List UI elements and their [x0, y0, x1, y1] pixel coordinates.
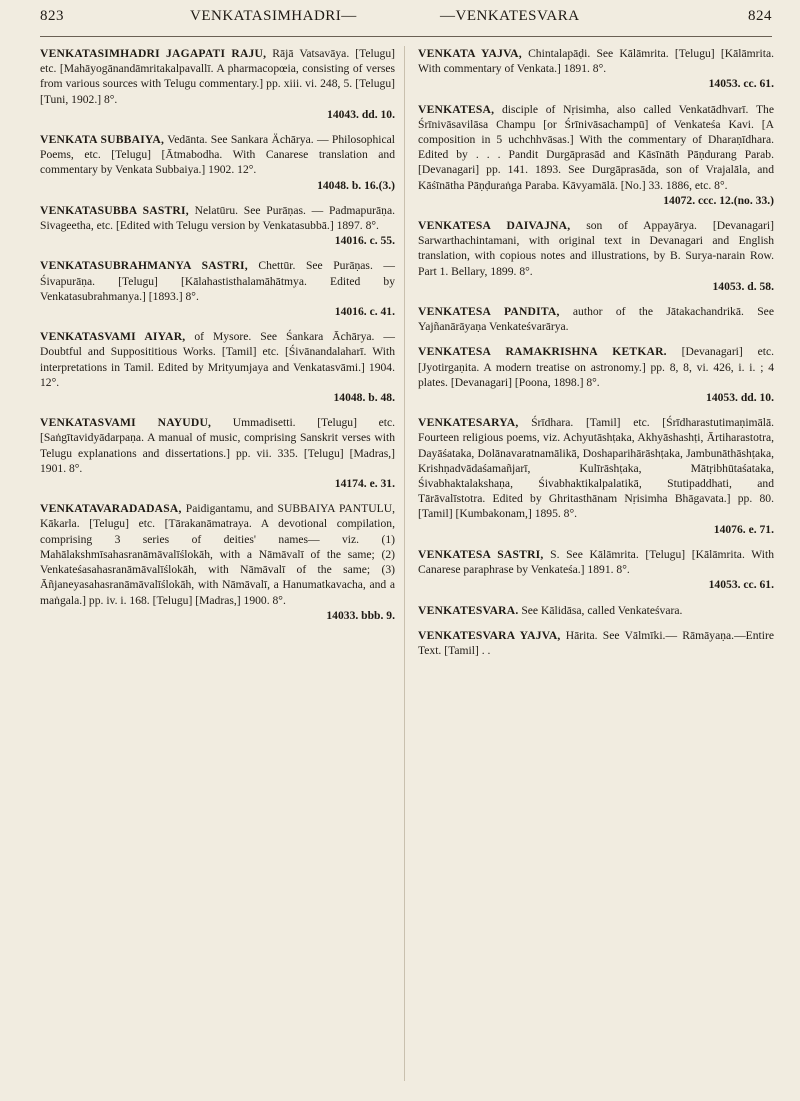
entry-body: Śrīdhara. [Tamil] etc. [Śrīdharastutimaṇimālā. Fourteen religious poems, viz. Achyutāshṭaka, Akhyāshashṭi, Ārtiharastotra, Dayāśataka, Dolānavaratnamālikā, Doshaparihārāshṭaka, Jambunāthāshṭaka, Krishṇadvādaśamañjarī, Kulīrāshṭaka, Mātṛibhūtaśataka, Śivabhaktalakshaṇa, Śivabhaktikalpalatikā, Stutipaddhati, and Tārāvalīstotra. Edited by Ghritasthānam Nṛisimha Bhāgavata.] pp. 80. [Tamil] [Kumbakonam,] 1895. 8°. [418, 416, 774, 521]
entry-shelfmark: 14053. cc. 61. [708, 578, 774, 592]
catalogue-entry [418, 628, 774, 658]
running-header [40, 8, 772, 34]
entry-heading: VENKATASVAMI AIYAR, [40, 330, 186, 344]
entry-body: S. See Kālāmrita. [Telugu] [Kālāmrita. With Canarese paraphrase by Venkateśa.] 1891. 8°. [418, 547, 774, 577]
right-column [418, 46, 774, 668]
entry-heading: VENKATESVARA. [418, 603, 519, 617]
catalogue-entry [418, 344, 774, 405]
left-column [40, 46, 395, 633]
entry-shelfmark: 14076. e. 71. [713, 522, 774, 536]
catalogue-entry [418, 218, 774, 294]
entry-shelfmark: 14048. b. 48. [333, 391, 395, 405]
catalogue-entry [40, 46, 395, 122]
entry-body: son of Appayārya. [Devanagari] Sarwarthachintamani, with original text in Devanagari and English translation, with copious notes and illustrations, by B. Surya-narain Row. Part 1. Bellary, 1899. 8°. [418, 219, 774, 278]
catalogue-entry [40, 203, 395, 249]
entry-body: Hārita. See Vālmīki.— Rāmāyaṇa.—Entire Text. [Tamil] . . [418, 628, 775, 657]
entry-heading: VENKATESA SASTRI, [418, 547, 544, 561]
header-rule [40, 36, 772, 37]
entry-heading: VENKATA YAJVA, [418, 47, 522, 60]
page-number-right: 824 [748, 8, 772, 24]
column-divider [404, 46, 405, 1081]
entry-shelfmark: 14174. e. 31. [334, 477, 395, 491]
page-number-left: 823 [40, 8, 64, 24]
catalogue-entry [40, 501, 395, 623]
entry-heading: VENKATASUBRAHMANYA SASTRI, [40, 259, 248, 273]
entry-shelfmark: 14016. c. 55. [334, 234, 395, 248]
running-heading-right: —VENKATESVARA [440, 8, 580, 24]
entry-body: of Mysore. See Śankara Āchārya. — Doubtful and Supposititious Works. [Tamil] etc. [Śivānandalaharī. With interpretations in Tamil. Edited by Mrityumjaya and Venkatasvāmi.] 1904. 12°. [40, 330, 395, 389]
entry-shelfmark: 14043. dd. 10. [327, 107, 395, 121]
running-heading-left: VENKATASIMHADRI— [190, 8, 357, 24]
entry-shelfmark: 14053. d. 58. [712, 279, 774, 293]
entry-body: author of the Jātakachandrikā. See Yajñanārāyaṇa Venkateśvarārya. [418, 305, 774, 334]
entry-shelfmark: 14072. ccc. 12.(no. 33.) [663, 193, 774, 207]
catalogue-entry [418, 304, 774, 334]
catalogue-entry [418, 603, 774, 618]
entry-body: Chettūr. See Purāṇas. — Śivapurāṇa. [Telugu] [Kālahastisthalamāhātmya. Edited by Venkatasubrahmanya.] [1893.] 8°. [40, 259, 395, 303]
entry-heading: VENKATASVAMI NAYUDU, [40, 416, 212, 430]
entry-body: Rājā Vatsavāya. [Telugu] etc. [Mahāyogānandāmritakalpavallī. A pharmacopœia, consisting of verses from various sources with Telugu commentary.] pp. xiii. vi. 248, 5. [Telugu] [Tuni, 1902.] 8°. [40, 47, 395, 106]
catalogue-entry [418, 415, 774, 537]
entry-body: [Devanagari] etc. [Jyotirgaṇita. A modern treatise on astronomy.] pp. 8, 8, vi. 426, i. i. ; 4 plates. [Devanagari] [Poona, 1898.] 8°. [418, 345, 774, 389]
entry-heading: VENKATESA DAIVAJNA, [418, 219, 571, 233]
entry-shelfmark: 14016. c. 41. [334, 305, 395, 319]
entry-body: See Kālidāsa, called Venkateśvara. [521, 603, 683, 617]
catalogue-entry [418, 46, 774, 92]
entry-heading: VENKATASIMHADRI JAGAPATI RAJU, [40, 47, 267, 60]
entry-heading: VENKATAVARADADASA, [40, 502, 182, 516]
entry-heading: VENKATESA, [418, 102, 495, 116]
catalogue-entry [418, 102, 774, 208]
catalogue-entry [40, 132, 395, 193]
entry-body: Vedānta. See Sankara Ächārya. — Philosophical Poems, etc. [Telugu] [Ātmabodha. With Canarese translation and commentary by Venkata Subbaiya.] 1902. 12°. [40, 133, 395, 177]
entry-heading: VENKATESARYA, [418, 416, 519, 430]
entry-heading: VENKATESA PANDITA, [418, 305, 560, 319]
entry-shelfmark: 14033. bbb. 9. [326, 608, 395, 622]
catalogue-entry [40, 258, 395, 319]
entry-body: disciple of Nṛisimha, also called Venkatādhvarī. The Śrīnivāsavilāsa Champu [or Śrīnivāsachampū] of Venkateśa Kavi. [A composition in 5 uchchhvāsas.] With the commentary of Dharaṇīdhara. Edited by . . . Pandit Durgāprasād and Kāsīnāth Pāṇdurang Parab. [Devanagari] pp. 141. 1893. See Durgāprasāda, son of Vrajalāla, and Kāśīnātha Pāṇḍuraṅga Paraba. Kāvyamālā. [No.] 33. 1886, etc. 8°. [418, 102, 774, 192]
entry-shelfmark: 14053. cc. 61. [708, 77, 774, 91]
entry-heading: VENKATESA RAMAKRISHNA KETKAR. [418, 345, 667, 359]
entry-shelfmark: 14053. dd. 10. [706, 391, 774, 405]
catalogue-entry [40, 329, 395, 405]
entry-body: Nelatūru. See Purāṇas. — Padmapurāṇa. Sivageetha, etc. [Edited with Telugu version by Venkatasubbā.] 1897. 8°. [40, 203, 395, 233]
entry-body: Ummadisetti. [Telugu] etc. [Saṅgītavidyādarpaṇa. A manual of music, comprising Sanskrit verses with Telugu explanations and dissertations.] pp. vii. 335. [Telugu] [Madras,] 1901. 8°. [40, 416, 395, 475]
entry-heading: VENKATESVARA YAJVA, [418, 628, 561, 642]
entry-heading: VENKATA SUBBAIYA, [40, 133, 165, 147]
entry-heading: VENKATASUBBA SASTRI, [40, 203, 189, 217]
entry-body: Paidigantamu, and SUBBAIYA PANTULU, Kākarla. [Telugu] etc. [Tārakanāmatraya. A devotional compilation, comprising 3 series of deities' names— viz. (1) Mahālakshmīsahasranāmāvalīślokāh, with a Nāmāvalī of the same; (2) Venkateśasahasranāmāvalīślokāh, with Nāmāvalī of the same; (3) Āñjaneyasahasranāmāvalīślokāh, with Nāmāvalī, a Hanumatkavacha, and a maṅgala.] pp. iv. i. 168. [Telugu] [Madras,] 1900. 8°. [40, 502, 395, 607]
catalogue-entry [418, 547, 774, 593]
entry-shelfmark: 14048. b. 16.(3.) [317, 178, 395, 192]
entry-body: Chintalapāḍi. See Kālāmrita. [Telugu] [Kālāmrita. With commentary of Venkata.] 1891. 8°. [418, 47, 774, 76]
catalogue-entry [40, 415, 395, 491]
